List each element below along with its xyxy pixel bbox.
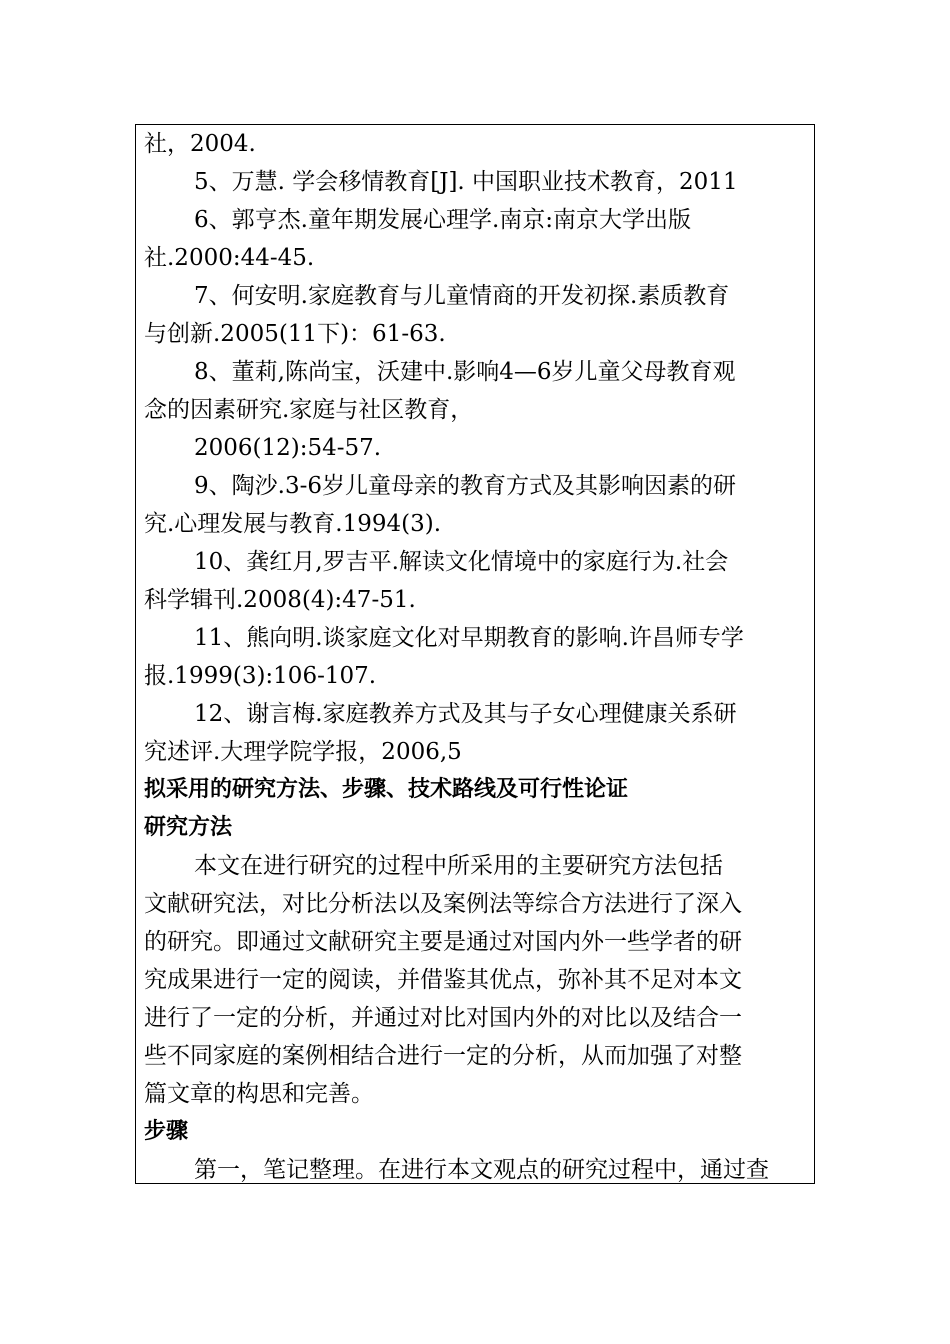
text-line: 报.1999(3):106-107. — [144, 663, 377, 689]
paragraph-line: 篇文章的构思和完善。 — [144, 1081, 374, 1107]
text-line: 社，2004. — [144, 131, 256, 157]
reference-item: 11、熊向明.谈家庭文化对早期教育的影响.许昌师专学 — [194, 625, 744, 651]
document-body — [144, 125, 808, 1184]
reference-item: 10、龚红月,罗吉平.解读文化情境中的家庭行为.社会 — [194, 549, 729, 575]
paragraph-line: 进行了一定的分析，并通过对比对国内外的对比以及结合一 — [144, 1005, 742, 1031]
paragraph-line: 究成果进行一定的阅读，并借鉴其优点，弥补其不足对本文 — [144, 967, 742, 993]
text-line: 究述评.大理学院学报，2006,5 — [144, 739, 462, 765]
text-line: 社.2000:44-45. — [144, 245, 315, 271]
text-line: 念的因素研究.家庭与社区教育， — [144, 397, 474, 423]
subsection-heading: 研究方法 — [144, 815, 233, 840]
paragraph-line: 第一，笔记整理。在进行本文观点的研究过程中，通过查 — [194, 1157, 769, 1183]
section-heading: 拟采用的研究方法、步骤、技术路线及可行性论证 — [144, 777, 629, 802]
document-table-cell — [135, 124, 815, 1184]
paragraph-line: 文献研究法，对比分析法以及案例法等综合方法进行了深入 — [144, 891, 742, 917]
text-line: 科学辑刊.2008(4):47-51. — [144, 587, 416, 613]
paragraph-line: 些不同家庭的案例相结合进行一定的分析，从而加强了对整 — [144, 1043, 742, 1069]
text-line: 与创新.2005(11下)：61-63. — [144, 321, 446, 347]
subsection-heading: 步骤 — [144, 1119, 189, 1144]
reference-item: 9、陶沙.3-6岁儿童母亲的教育方式及其影响因素的研 — [194, 473, 736, 499]
text-line: 2006(12):54-57. — [194, 435, 382, 461]
reference-item: 7、何安明.家庭教育与儿童情商的开发初探.素质教育 — [194, 283, 730, 309]
reference-item: 6、郭亨杰.童年期发展心理学.南京:南京大学出版 — [194, 207, 692, 233]
paragraph-line: 本文在进行研究的过程中所采用的主要研究方法包括 — [194, 853, 723, 879]
text-line: 究.心理发展与教育.1994(3). — [144, 511, 442, 537]
reference-item: 8、董莉,陈尚宝，沃建中.影响4—6岁儿童父母教育观 — [194, 359, 736, 385]
reference-item: 5、万慧. 学会移情教育[J]. 中国职业技术教育，2011 — [194, 169, 738, 195]
reference-item: 12、谢言梅.家庭教养方式及其与子女心理健康关系研 — [194, 701, 737, 727]
paragraph-line: 的研究。即通过文献研究主要是通过对国内外一些学者的研 — [144, 929, 742, 955]
